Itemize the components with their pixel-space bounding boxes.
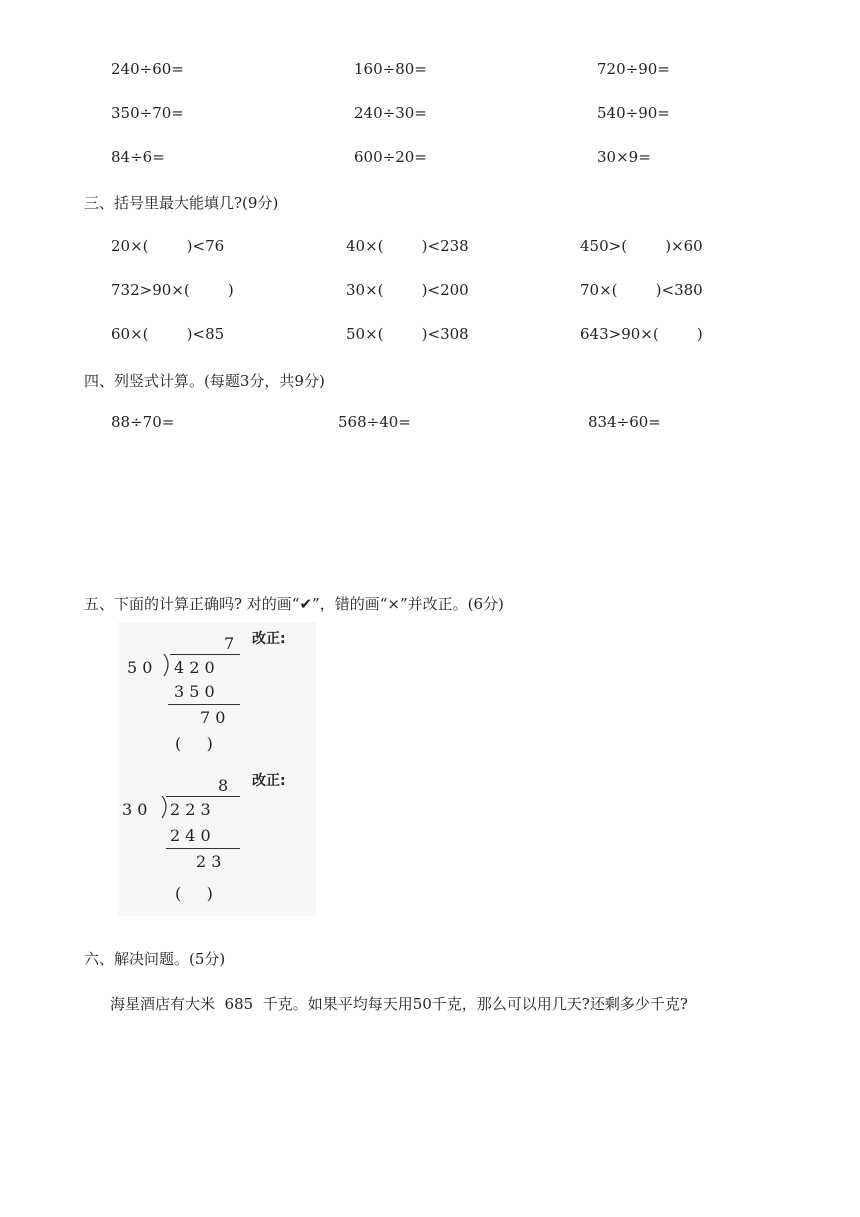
calc-item: 600÷20= — [354, 148, 427, 166]
calc-item: 240÷30= — [354, 104, 427, 122]
calc-item: 350÷70= — [111, 104, 184, 122]
subtraction-line — [166, 848, 240, 849]
bracket-row-2 — [0, 281, 860, 305]
calc-item: 30×9= — [597, 148, 651, 166]
calc-row-1 — [0, 60, 860, 84]
product: 2 4 0 — [170, 826, 211, 845]
calc-item: 84÷6= — [111, 148, 165, 166]
bracket-row-3 — [0, 325, 860, 349]
remainder: 7 0 — [200, 708, 226, 727]
remainder: 2 3 — [196, 852, 222, 871]
vertical-calc-item: 834÷60= — [588, 413, 661, 431]
fix-label: 改正: — [252, 631, 286, 647]
dividend: 2 2 3 — [170, 800, 211, 819]
quotient: 7 — [224, 634, 235, 653]
calc-item: 540÷90= — [597, 104, 670, 122]
divisor: 3 0 — [122, 800, 148, 819]
section5-heading: 五、下面的计算正确吗? 对的画“✔”，错的画“×”并改正。(6分) — [84, 595, 504, 613]
bracket-item: 70×( )<380 — [580, 281, 703, 299]
calc-item: 240÷60= — [111, 60, 184, 78]
bracket-item: 40×( )<238 — [346, 237, 469, 255]
division-bar — [170, 654, 240, 655]
judge-blank: ( ) — [175, 734, 213, 753]
quotient: 8 — [218, 776, 229, 795]
bracket-item: 732>90×( ) — [111, 281, 234, 299]
bracket-item: 30×( )<200 — [346, 281, 469, 299]
calc-item: 160÷80= — [354, 60, 427, 78]
bracket-item: 60×( )<85 — [111, 325, 225, 343]
division-bar — [166, 796, 240, 797]
judge-blank: ( ) — [175, 884, 213, 903]
vertical-calc-item: 88÷70= — [111, 413, 175, 431]
division-bracket-icon — [160, 654, 174, 678]
product: 3 5 0 — [174, 682, 215, 701]
divisor: 5 0 — [127, 658, 153, 677]
section6-heading: 六、解决问题。(5分) — [84, 950, 226, 968]
calc-row-3 — [0, 148, 860, 172]
bracket-item: 50×( )<308 — [346, 325, 469, 343]
bracket-row-1 — [0, 237, 860, 261]
section3-heading: 三、括号里最大能填几?(9分) — [84, 194, 279, 212]
section4-heading: 四、列竖式计算。(每题3分，共9分) — [84, 372, 325, 390]
word-problem: 海星酒店有大米 685 千克。如果平均每天用50千克，那么可以用几天?还剩多少千克? — [110, 995, 688, 1013]
bracket-item: 20×( )<76 — [111, 237, 225, 255]
bracket-item: 450>( )×60 — [580, 237, 703, 255]
dividend: 4 2 0 — [174, 658, 215, 677]
vertical-calc-item: 568÷40= — [338, 413, 411, 431]
subtraction-line — [168, 704, 240, 705]
vertical-calc-row — [0, 413, 860, 437]
long-division-figure — [118, 622, 316, 916]
bracket-item: 643>90×( ) — [580, 325, 703, 343]
calc-item: 720÷90= — [597, 60, 670, 78]
calc-row-2 — [0, 104, 860, 128]
fix-label: 改正: — [252, 773, 286, 789]
